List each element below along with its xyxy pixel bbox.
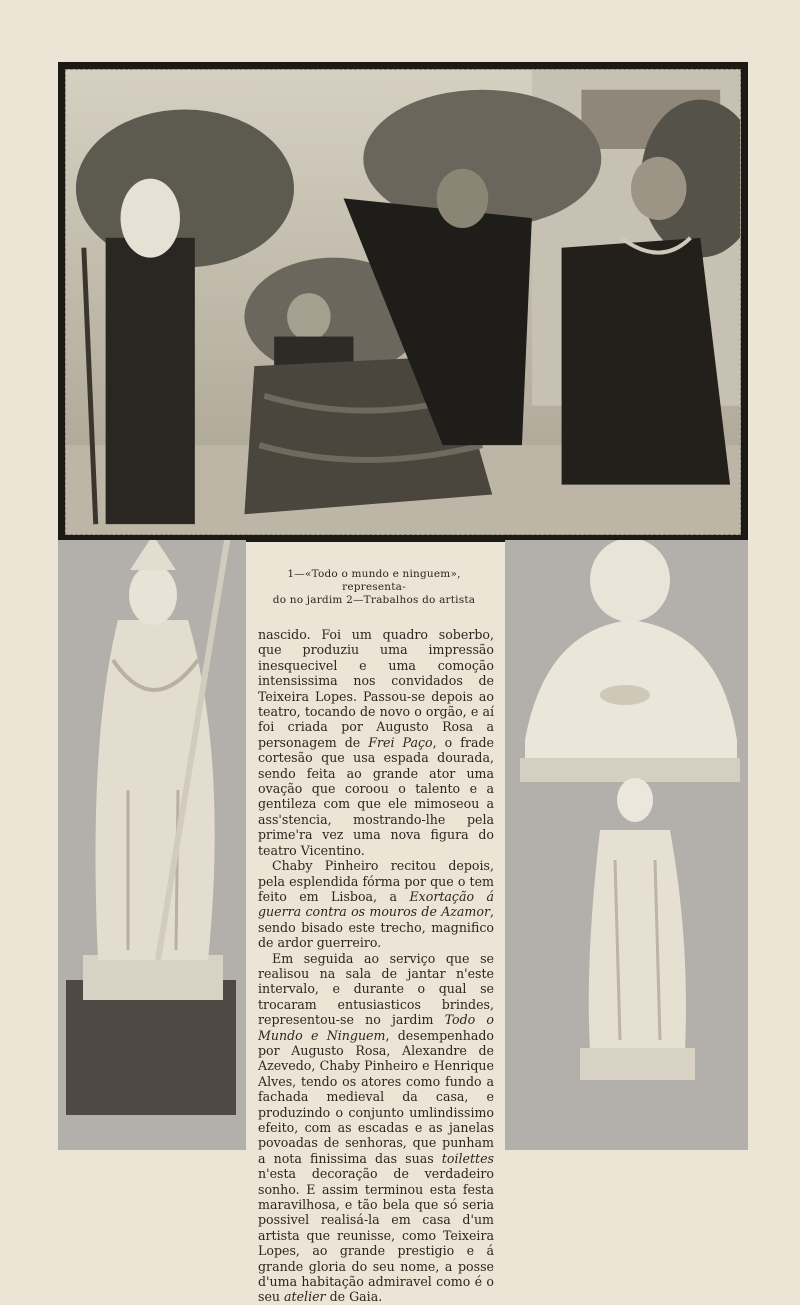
photo-caption: [258, 568, 490, 607]
caption-line-2: do no jardim 2—Trabalhos do artista: [272, 594, 476, 606]
caption-line-1: 1—«Todo o mundo e ninguem», representa-: [287, 568, 461, 593]
performance-photo-image: [66, 70, 740, 534]
sculptures-image: [505, 540, 748, 1150]
statue-panel-left: [58, 540, 246, 1150]
article-paragraph-2: Chaby Pinheiro recitou depois, pela esplendida fórma por que o tem feito em Lisboa, a Exortação á guerra contra os mouros de Azamor, sendo bisado este trecho, magnifico de ardor guerreiro.: [258, 858, 494, 951]
saint-statue-image: [58, 540, 246, 1150]
performance-photo: [65, 69, 741, 535]
article-body: [258, 627, 494, 1305]
article-paragraph-3: Em seguida ao serviço que se realisou na sala de jantar n'este intervalo, e durante o qual se trocaram entusiasticos brindes, representou-se no jardim Todo o Mundo e Ninguem, desempenhado por Augusto Rosa, Alexandre de Azevedo, Chaby Pinheiro e Henrique Alves, tendo os atores como fundo a fachada medieval da casa, e produzindo o conjunto umlindissimo efeito, com as escadas e as janelas povoadas de senhoras, que punham a nota finissima das suas toilettes n'esta decoração de verdadeiro sonho. E assim terminou esta festa maravilhosa, e tão bela que só seria possivel realisá-la em casa d'um artista que reunisse, como Teixeira Lopes, ao grande prestigio e á grande gloria do seu nome, a posse d'uma habitação admiravel como é o seu atelier de Gaia.: [258, 950, 494, 1305]
article-paragraph-1: nascido. Foi um quadro soberbo, que produziu uma impressão inesquecivel e uma comoção intensissima nos convidados de Teixeira Lopes. Passou-se depois ao teatro, tocando de novo o orgão, e aí foi criada por Augusto Rosa a personagem de Frei Paço, o frade cortesão que usa espada dourada, sendo feita ao grande ator uma ovação que coroou o talento e a gentileza com que ele mimoseou a ass'stencia, mostrando-lhe pela prime'ra vez uma nova figura do teatro Vicentino.: [258, 627, 494, 858]
performance-photo-frame: [58, 62, 748, 542]
statue-panel-right: [505, 540, 748, 1150]
